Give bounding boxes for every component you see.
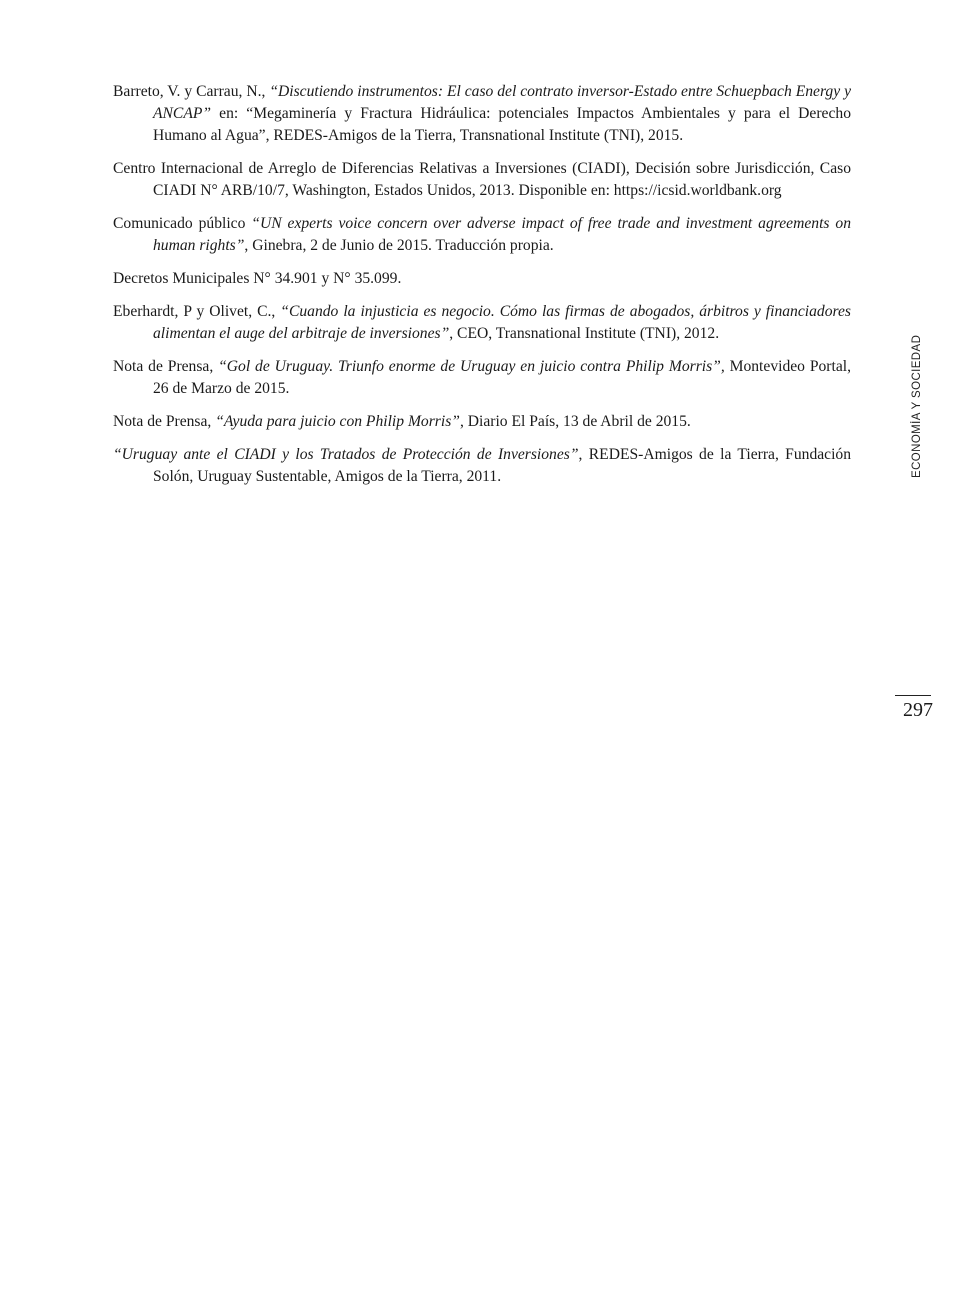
- reference-entry: [113, 158, 851, 202]
- reference-entry: [113, 301, 851, 345]
- reference-text: Nota de Prensa,: [113, 358, 219, 375]
- reference-text: Montevideo Portal, 26 de Marzo de 2015.: [153, 358, 851, 397]
- reference-title: “Discutiendo instrumentos: El caso del contrato inversor-Estado entre Schuepbach Energy y ANCAP”: [153, 83, 851, 122]
- reference-title: “Cuando la injusticia es negocio. Cómo las firmas de abogados, árbitros y financiadores alimentan el auge del arbitraje de inversiones”: [153, 303, 851, 342]
- section-side-label: ECONOMÍA Y SOCIEDAD: [911, 334, 923, 479]
- page-number: 297: [903, 699, 933, 721]
- reference-entry: [113, 213, 851, 257]
- reference-text: , Diario El País, 13 de Abril de 2015.: [459, 413, 691, 430]
- reference-text: , CEO, Transnational Institute (TNI), 2012.: [449, 325, 720, 342]
- reference-text: Centro Internacional de Arreglo de Diferencias Relativas a Inversiones (CIADI), Decisión sobre Jurisdicción, Caso CIADI N° ARB/10/7, Washington, Estados Unidos, 2013. Disponible en: https://icsid.worldbank.org: [113, 160, 851, 199]
- reference-text: Comunicado público: [113, 215, 252, 232]
- reference-title: “Ayuda para juicio con Philip Morris”: [215, 413, 460, 430]
- reference-entry: [113, 356, 851, 400]
- reference-text: Nota de Prensa,: [113, 413, 216, 430]
- reference-text: en: “Megaminería y Fractura Hidráulica: potenciales Impactos Ambientales y para el Derecho Humano al Agua”, REDES-Amigos de la Tierra, Transnational Institute (TNI), 2015.: [153, 105, 851, 144]
- page-number-rule: [895, 695, 931, 696]
- reference-title: “Uruguay ante el CIADI y los Tratados de Protección de Inversiones”: [113, 446, 579, 463]
- reference-entry: [113, 444, 851, 488]
- reference-text: Eberhardt, P y Olivet, C.,: [113, 303, 281, 320]
- reference-title: “Gol de Uruguay. Triunfo enorme de Uruguay en juicio contra Philip Morris”,: [218, 358, 725, 375]
- reference-text: , REDES-Amigos de la Tierra, Fundación Solón, Uruguay Sustentable, Amigos de la Tierra, 2011.: [153, 446, 852, 485]
- reference-title: “UN experts voice concern over adverse impact of free trade and investment agreements on human rights”: [153, 215, 851, 254]
- reference-entry: [113, 268, 851, 290]
- reference-entry: [113, 81, 851, 147]
- reference-text: Decretos Municipales N° 34.901 y N° 35.099.: [113, 270, 402, 287]
- reference-list: [113, 81, 851, 499]
- reference-text: , Ginebra, 2 de Junio de 2015. Traducción propia.: [244, 237, 554, 254]
- reference-entry: [113, 411, 851, 433]
- reference-text: Barreto, V. y Carrau, N.,: [113, 83, 270, 100]
